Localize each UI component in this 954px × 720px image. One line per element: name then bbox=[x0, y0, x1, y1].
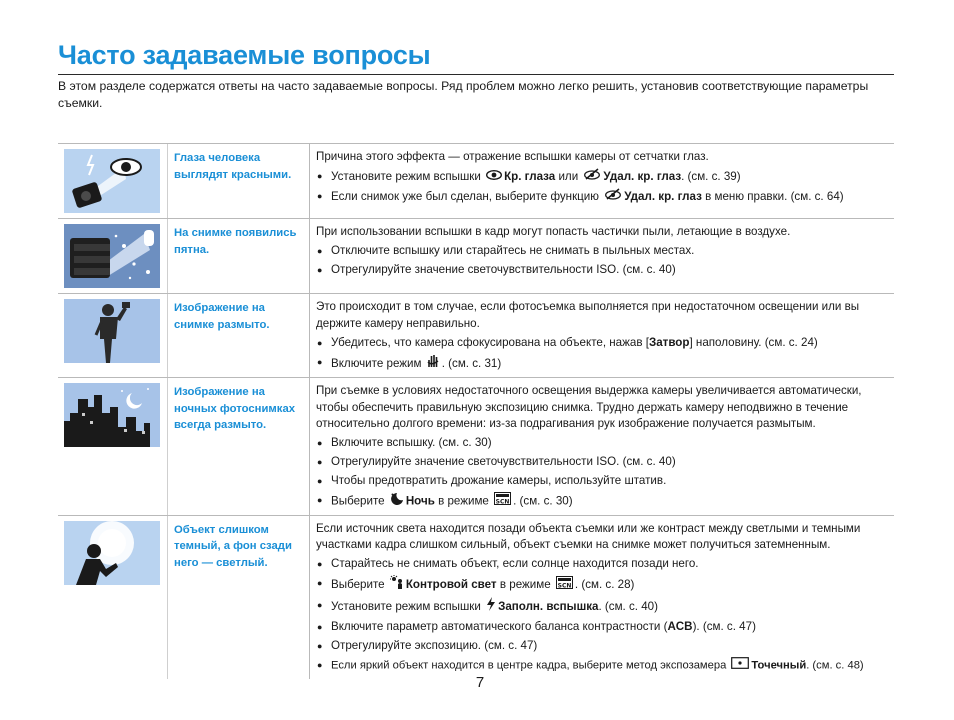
faq-tip: ● Убедитесь, что камера сфокусирована на объекте, нажав [Затвор] наполовину. (см. с. 24) bbox=[316, 335, 890, 352]
faq-tip: ● Отключите вспышку или старайтесь не снимать в пыльных местах. bbox=[316, 243, 890, 260]
faq-answer bbox=[310, 294, 894, 377]
faq-tip: ● Если снимок уже был сделан, выберите функцию Удал. кр. глаз в меню правки. (см. с. 64) bbox=[316, 188, 890, 206]
faq-tip: ● Если яркий объект находится в центре кадра, выберите метод экспозамера Точечный. (см. с. 48) bbox=[316, 657, 890, 675]
eye-fix-icon bbox=[604, 188, 622, 206]
scene-mode-icon bbox=[556, 576, 573, 595]
faq-tip: ● Отрегулируйте значение светочувствительности ISO. (см. с. 40) bbox=[316, 262, 890, 279]
faq-question: Изображение на снимке размыто. bbox=[168, 294, 310, 377]
faq-question: На снимке появились пятна. bbox=[168, 219, 310, 293]
spot-metering-icon bbox=[731, 657, 749, 675]
faq-tip: ● Отрегулируйте экспозицию. (см. с. 47) bbox=[316, 638, 890, 655]
page-title: Часто задаваемые вопросы bbox=[58, 40, 431, 70]
red-eye-illustration bbox=[64, 149, 160, 213]
svg-text:SCN: SCN bbox=[495, 498, 510, 505]
faq-tip: ● Включите режим . (см. с. 31) bbox=[316, 354, 890, 374]
faq-tip: ● Установите режим вспышки Кр. глаза или Удал. кр. глаз. (см. с. 39) bbox=[316, 168, 890, 186]
faq-tip: ● Установите режим вспышки Заполн. вспышка. (см. с. 40) bbox=[316, 597, 890, 617]
faq-row-backlit bbox=[58, 516, 894, 679]
faq-tip: ● Включите вспышку. (см. с. 30) bbox=[316, 435, 890, 452]
faq-row-blurry bbox=[58, 294, 894, 378]
eye-fix-icon bbox=[583, 168, 601, 186]
dust-spots-illustration bbox=[64, 224, 160, 288]
faq-tip: ● Выберите Ночь в режиме SCN . (см. с. 30) bbox=[316, 492, 890, 511]
faq-answer bbox=[310, 219, 894, 293]
faq-question: Объект слишком темный, а фон сзади него — светлый. bbox=[168, 516, 310, 679]
page-number: 7 bbox=[475, 674, 485, 691]
faq-row-dust bbox=[58, 219, 894, 294]
night-mode-icon bbox=[390, 492, 404, 511]
faq-cause: Это происходит в том случае, если фотосъемка выполняется при недостаточном освещении или вы держите камеру неправильно. bbox=[316, 300, 860, 330]
svg-text:SCN: SCN bbox=[557, 582, 572, 589]
faq-row-night bbox=[58, 378, 894, 516]
blurry-person-illustration bbox=[64, 299, 160, 363]
faq-answer bbox=[310, 144, 894, 218]
faq-answer bbox=[310, 516, 894, 679]
faq-tip: ● Чтобы предотвратить дрожание камеры, используйте штатив. bbox=[316, 473, 890, 490]
faq-cause: Причина этого эффекта — отражение вспышки камеры от сетчатки глаз. bbox=[316, 150, 709, 163]
faq-tip: ● Старайтесь не снимать объект, если солнце находится позади него. bbox=[316, 556, 890, 573]
faq-answer bbox=[310, 378, 894, 515]
faq-cause: При использовании вспышки в кадр могут попасть частички пыли, летающие в воздухе. bbox=[316, 225, 791, 238]
faq-tip: ● Включите параметр автоматического баланса контрастности (ACB). (см. с. 47) bbox=[316, 619, 890, 636]
faq-tip: ● Отрегулируйте значение светочувствительности ISO. (см. с. 40) bbox=[316, 454, 890, 471]
night-city-illustration bbox=[64, 383, 160, 447]
faq-row-red-eye bbox=[58, 144, 894, 219]
scene-mode-icon bbox=[494, 492, 511, 511]
faq-cause: Если источник света находится позади объекта съемки или же контраст между светлыми и темными участками кадра слишком сильный, объект съемки на снимке может получиться затемненным. bbox=[316, 521, 861, 551]
title-divider bbox=[58, 74, 894, 75]
faq-cause: При съемке в условиях недостаточного освещения выдержка камеры увеличивается автоматически, чтобы обеспечить правильную экспозицию снимка. Трудно держать камеру неподвижно в течение относительно долгого времени: из-за подрагивания рук изображение получается размытым. bbox=[316, 384, 862, 430]
backlit-person-illustration bbox=[64, 521, 160, 585]
intro-text: В этом разделе содержатся ответы на часто задаваемые вопросы. Ряд проблем можно легко решить, установив соответствующие параметры съемки. bbox=[58, 79, 869, 110]
eye-icon bbox=[486, 169, 502, 186]
faq-question: Глаза человека выглядят красными. bbox=[168, 144, 310, 218]
backlight-icon bbox=[390, 575, 404, 595]
faq-question: Изображение на ночных фотоснимках всегда размыто. bbox=[168, 378, 310, 515]
anti-shake-icon bbox=[427, 354, 440, 374]
flash-fill-icon bbox=[486, 597, 496, 617]
faq-tip: ● Выберите Контровой свет в режиме SCN . (см. с. 28) bbox=[316, 575, 890, 595]
faq-table bbox=[58, 143, 894, 679]
